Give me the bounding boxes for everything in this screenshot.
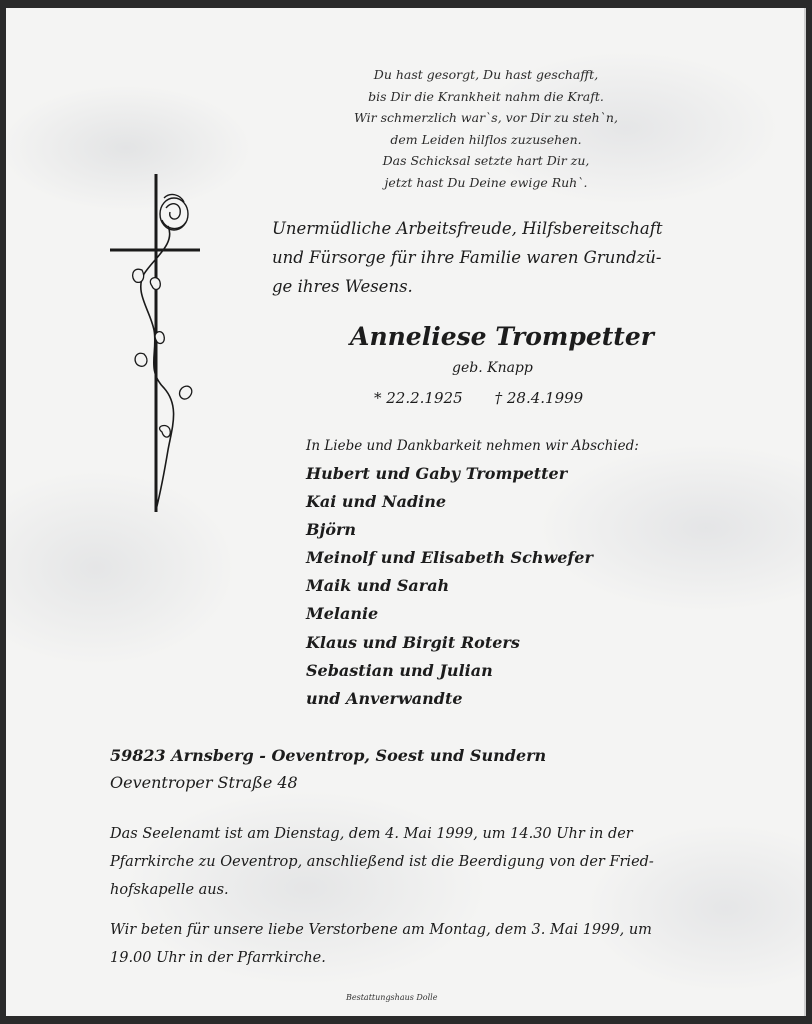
address-line-2: Oeventroper Straße 48	[110, 773, 298, 792]
funeral-info	[110, 820, 730, 904]
deceased-name: Anneliese Trompetter	[350, 322, 654, 351]
poem-line: Wir schmerzlich war`s, vor Dir zu steh`n,	[354, 110, 618, 125]
family-member: Kai und Nadine	[306, 492, 447, 512]
family-list	[306, 460, 593, 713]
maiden-name: geb. Knapp	[452, 360, 533, 376]
prayer-info-line: 19.00 Uhr in der Pfarrkirche.	[110, 950, 326, 966]
cross-with-rose-icon	[106, 174, 206, 514]
poem	[296, 64, 676, 193]
life-dates	[374, 389, 583, 407]
poem-line: dem Leiden hilflos zuzusehen.	[390, 131, 582, 147]
family-member: und Anverwandte	[306, 688, 463, 708]
prayer-info	[110, 916, 730, 972]
obituary-page	[6, 8, 806, 1016]
poem-line: Das Schicksal setzte hart Dir zu,	[382, 153, 590, 168]
intro-line: und Fürsorge für ihre Familie waren Grundzü-	[272, 248, 662, 267]
family-member: Björn	[306, 520, 357, 540]
farewell-line: In Liebe und Dankbarkeit nehmen wir Abschied:	[306, 438, 639, 454]
undertaker-credit: Bestattungshaus Dolle	[346, 993, 438, 1002]
poem-line: jetzt hast Du Deine ewige Ruh`.	[384, 174, 588, 190]
birth-date: * 22.2.1925	[374, 389, 463, 407]
family-member: Hubert und Gaby Trompetter	[306, 464, 568, 483]
address-line-1: 59823 Arnsberg - Oeventrop, Soest und Sundern	[110, 746, 547, 765]
funeral-info-line: Das Seelenamt ist am Dienstag, dem 4. Mai 1999, um 14.30 Uhr in der	[110, 826, 633, 842]
poem-line: Du hast gesorgt, Du hast geschafft,	[373, 67, 599, 82]
funeral-info-line: hofskapelle aus.	[110, 882, 229, 898]
family-member: Sebastian und Julian	[306, 660, 493, 680]
family-member: Meinolf und Elisabeth Schwefer	[306, 548, 593, 568]
intro-line: Unermüdliche Arbeitsfreude, Hilfsbereitschaft	[272, 219, 663, 238]
intro-line: ge ihres Wesens.	[272, 277, 413, 296]
poem-line: bis Dir die Krankheit nahm die Kraft.	[368, 88, 604, 104]
prayer-info-line: Wir beten für unsere liebe Verstorbene am Montag, dem 3. Mai 1999, um	[110, 922, 652, 938]
family-member: Melanie	[306, 604, 379, 624]
death-date: † 28.4.1999	[494, 389, 584, 407]
family-member: Klaus und Birgit Roters	[306, 632, 520, 652]
funeral-info-line: Pfarrkirche zu Oeventrop, anschließend ist die Beerdigung von der Fried-	[110, 854, 654, 870]
intro-text	[272, 214, 732, 301]
family-member: Maik und Sarah	[306, 576, 450, 596]
